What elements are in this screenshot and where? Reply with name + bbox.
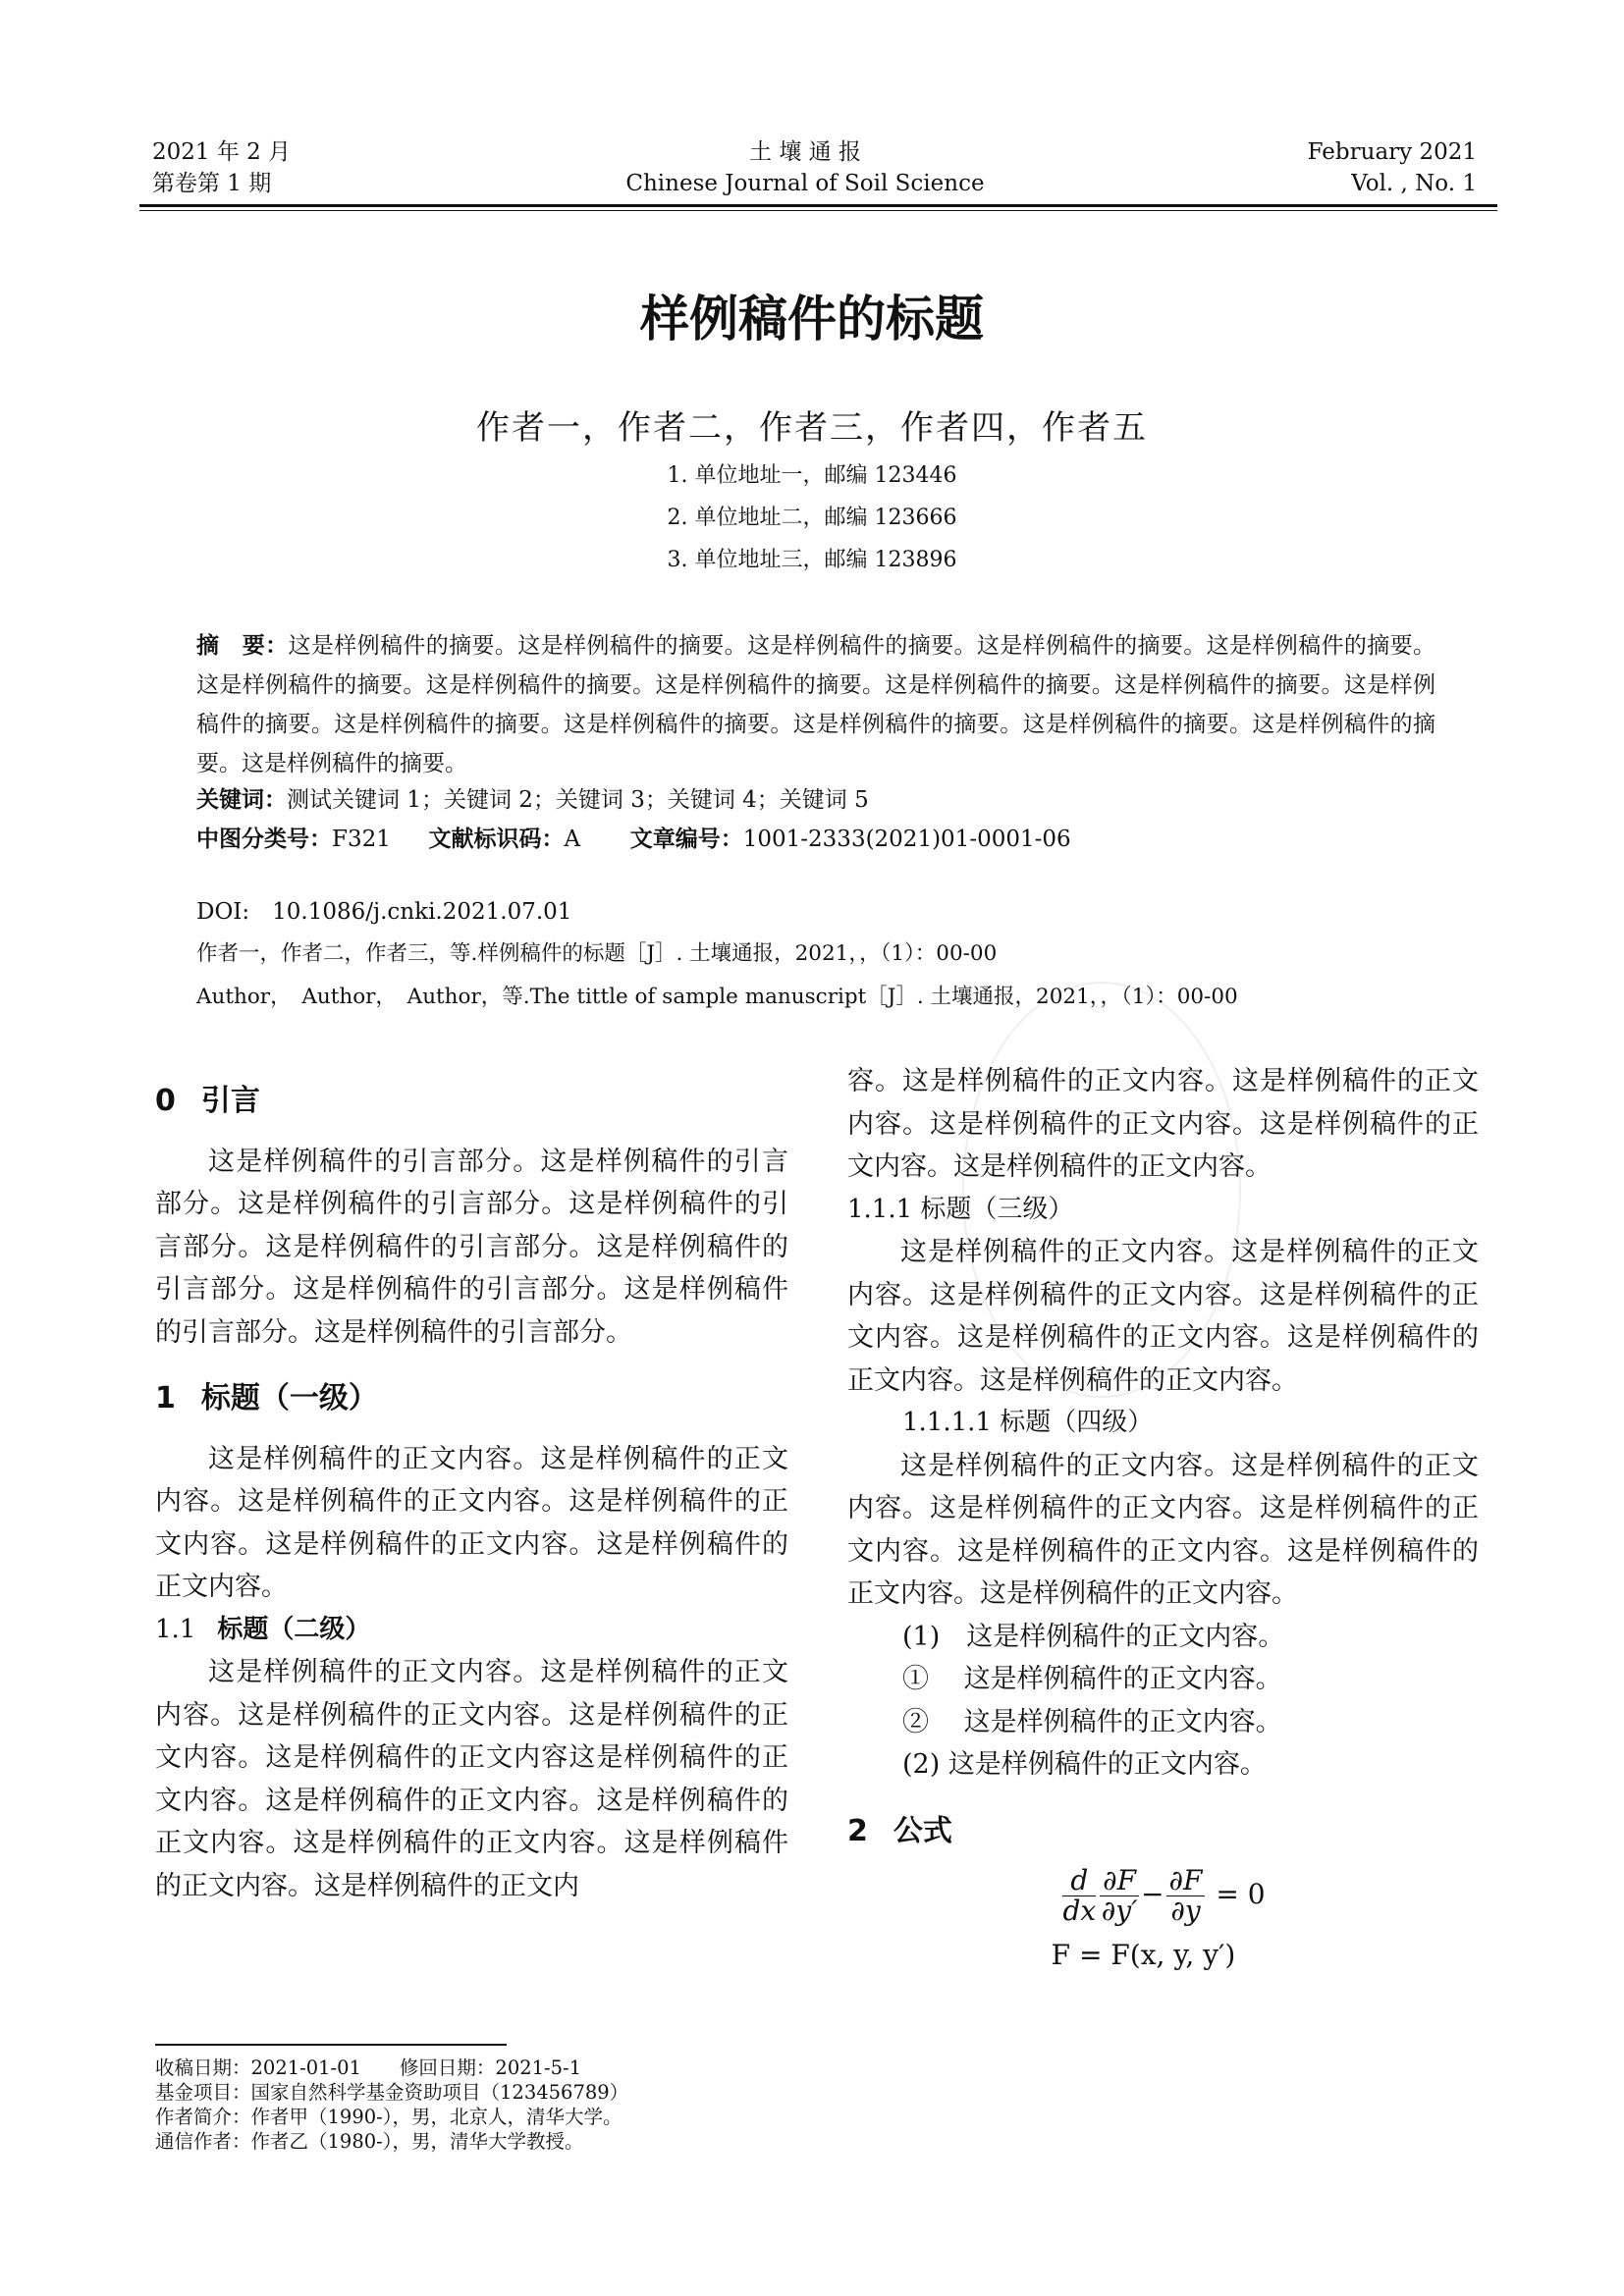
- right-column: [847, 1060, 1479, 1977]
- keywords-text: 测试关键词 1；关键词 2；关键词 3；关键词 4；关键词 5: [287, 787, 869, 813]
- list-item: (1) 这是样例稿件的正文内容。: [902, 1621, 1285, 1652]
- equation-fraction: [1100, 1866, 1139, 1926]
- keywords: [196, 783, 869, 817]
- fraction-numerator: d: [1062, 1866, 1096, 1896]
- left-column: [155, 1080, 788, 1907]
- fraction-denominator: ∂y′: [1101, 1895, 1138, 1927]
- list-item: (2) 这是样例稿件的正文内容。: [902, 1749, 1267, 1780]
- list-item: ① 这是样例稿件的正文内容。: [902, 1664, 1282, 1694]
- paper-title: 样例稿件的标题: [640, 291, 984, 347]
- section-2-number: 2: [847, 1813, 868, 1848]
- header-issue-cn: 第卷第 1 期: [152, 171, 272, 196]
- footnote-funding: 基金项目：国家自然科学基金资助项目（123456789）: [155, 2081, 629, 2104]
- equation-rhs: = 0: [1216, 1878, 1266, 1910]
- section-0-heading: [155, 1080, 788, 1123]
- fraction-numerator: ∂F: [1100, 1866, 1139, 1896]
- equation-fraction: [1166, 1866, 1206, 1926]
- footnote-corresponding-author: 通信作者：作者乙（1980-），男，清华大学教授。: [155, 2130, 584, 2153]
- header-date-en: February 2021: [1307, 139, 1477, 165]
- section-2-heading: [847, 1810, 1479, 1853]
- abstract: [196, 626, 1435, 783]
- section-1-1-title: 标题（二级）: [217, 1614, 371, 1644]
- section-1-1-1-1-paragraph: 这是样例稿件的正文内容。这是样例稿件的正文内容。这是样例稿件的正文内容。这是样例稿件的正文内容。这是样例稿件的正文内容。这是样例稿件的正文内容。这是样例稿件的正文内容。: [847, 1450, 1479, 1609]
- section-2-title: 公式: [893, 1813, 952, 1848]
- section-1-1-heading: [155, 1609, 788, 1652]
- section-1-heading: [155, 1377, 788, 1420]
- header-journal-en: Chinese Journal of Soil Science: [625, 171, 985, 196]
- author-list: 作者一，作者二，作者三，作者四，作者五: [476, 408, 1148, 448]
- section-1-paragraph: 这是样例稿件的正文内容。这是样例稿件的正文内容。这是样例稿件的正文内容。这是样例稿件的正文内容。这是样例稿件的正文内容。这是样例稿件的正文内容。: [155, 1443, 788, 1602]
- fraction-denominator: ∂y: [1170, 1895, 1201, 1927]
- citation-en: Author， Author， Author，等.The tittle of sample manuscript［J］. 土壤通报，2021，，（1）：00-00: [196, 985, 1238, 1009]
- section-1-number: 1: [155, 1381, 176, 1415]
- doc-code-label: 文献标识码：: [428, 827, 565, 852]
- clc-label: 中图分类号：: [196, 827, 332, 852]
- abstract-text: 这是样例稿件的摘要。这是样例稿件的摘要。这是样例稿件的摘要。这是样例稿件的摘要。这是样例稿件的摘要。这是样例稿件的摘要。这是样例稿件的摘要。这是样例稿件的摘要。这是样例稿件的摘要。这是样例稿件的摘要。这是样例稿件的摘要。这是样例稿件的摘要。这是样例稿件的摘要。这是样例稿件的摘要。这是样例稿件的摘要。这是样例稿件的摘要。这是样例稿件的摘要。: [196, 633, 1436, 776]
- affiliation-2: 2. 单位地址二，邮编 123666: [667, 506, 957, 530]
- section-1-1-number: 1.1: [155, 1614, 196, 1644]
- footnote-received-date: 收稿日期：2021-01-01 修回日期：2021-5-1: [155, 2056, 582, 2079]
- equation-fraction: [1062, 1866, 1096, 1926]
- section-0-number: 0: [155, 1084, 176, 1118]
- equation-euler-lagrange: [847, 1866, 1479, 1926]
- footnote-author-bio: 作者简介：作者甲（1990-），男，北京人，清华大学。: [155, 2106, 623, 2128]
- header-rule-thin: [139, 210, 1497, 211]
- footnote-rule: [155, 2044, 507, 2046]
- affiliation-1: 1. 单位地址一，邮编 123446: [667, 463, 957, 488]
- classification-line: [196, 823, 1071, 856]
- article-number-value: 1001-2333(2021)01-0001-06: [742, 827, 1071, 852]
- header-date-cn: 2021 年 2 月: [152, 139, 292, 165]
- section-1-title: 标题（一级）: [200, 1381, 378, 1415]
- affiliation-3: 3. 单位地址三，邮编 123896: [667, 548, 957, 572]
- continued-paragraph: 容。这是样例稿件的正文内容。这是样例稿件的正文内容。这是样例稿件的正文内容。这是样例稿件的正文内容。这是样例稿件的正文内容。: [847, 1066, 1479, 1182]
- section-1-1-1-paragraph: 这是样例稿件的正文内容。这是样例稿件的正文内容。这是样例稿件的正文内容。这是样例稿件的正文内容。这是样例稿件的正文内容。这是样例稿件的正文内容。这是样例稿件的正文内容。: [847, 1237, 1479, 1396]
- article-number-label: 文章编号：: [629, 827, 743, 852]
- section-0-title: 引言: [200, 1084, 260, 1118]
- fraction-numerator: ∂F: [1166, 1866, 1206, 1896]
- citation-cn: 作者一，作者二，作者三，等.样例稿件的标题［J］. 土壤通报，2021，，（1）：00-00: [196, 941, 998, 966]
- fraction-denominator: dx: [1062, 1895, 1097, 1927]
- list-item: ② 这是样例稿件的正文内容。: [902, 1706, 1282, 1737]
- abstract-label: 摘 要：: [196, 633, 289, 659]
- header-rule-thick: [139, 204, 1497, 207]
- doc-code-value: A: [564, 827, 581, 852]
- equation-minus: −: [1141, 1878, 1164, 1910]
- section-1-1-1-heading: 1.1.1 标题（三级）: [847, 1194, 1074, 1224]
- section-1-1-1-1-heading: 1.1.1.1 标题（四级）: [902, 1408, 1154, 1437]
- intro-paragraph: 这是样例稿件的引言部分。这是样例稿件的引言部分。这是样例稿件的引言部分。这是样例稿件的引言部分。这是样例稿件的引言部分。这是样例稿件的引言部分。这是样例稿件的引言部分。这是样例稿件的引言部分。这是样例稿件的引言部分。: [155, 1146, 788, 1348]
- clc-value: F321: [332, 827, 391, 852]
- doi: DOI: 10.1086/j.cnki.2021.07.01: [196, 899, 572, 925]
- section-1-1-paragraph: 这是样例稿件的正文内容。这是样例稿件的正文内容。这是样例稿件的正文内容。这是样例稿件的正文内容。这是样例稿件的正文内容这是样例稿件的正文内容。这是样例稿件的正文内容。这是样例稿件的正文内容。这是样例稿件的正文内容。这是样例稿件的正文内容。这是样例稿件的正文内: [155, 1657, 788, 1901]
- keywords-label: 关键词：: [196, 787, 287, 813]
- header-issue-en: Vol. , No. 1: [1351, 171, 1477, 196]
- equation-definition: F = F(x, y, y′): [1051, 1939, 1236, 1971]
- header-journal-cn: 土 壤 通 报: [749, 139, 861, 165]
